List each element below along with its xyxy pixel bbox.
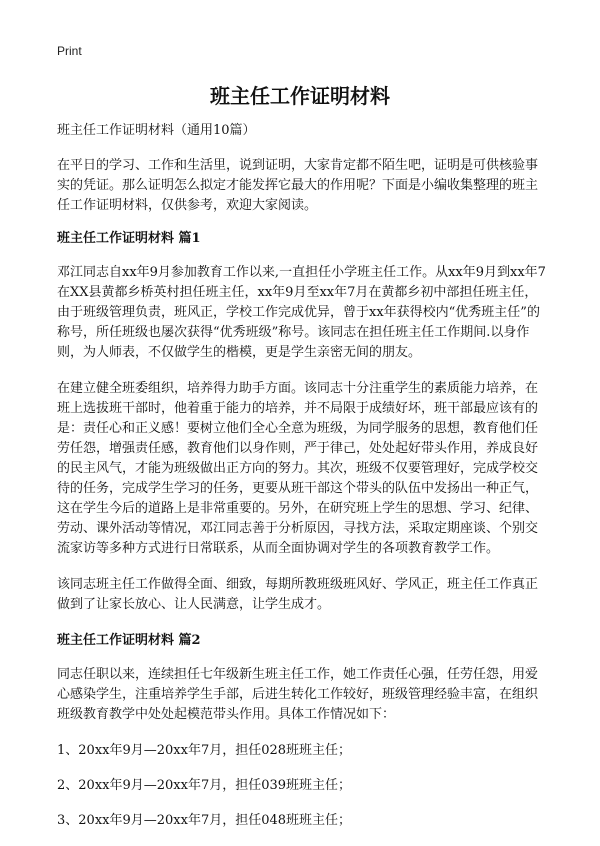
section-1-paragraph-2: 在建立健全班委组织，培养得力助手方面。该同志十分注重学生的素质能力培养，在班上选拔班干部时，他着重于能力的培养，并不局限于成绩好坏，班干部最应该有的是：责任心和正义感！要树立他们全心全意为班级，为同学服务的思想，教育他们任劳任怨，增强责任感，教育他们以身作则，严于律己，处处起好带头作用，养成良好的民主风气，才能为班级做出正方向的努力。其次，班级不仅要管理好，完成学校交待的任务，完成学生学习的任务，更要从班干部这个带头的队伍中发扬出一种正气，这在学生今后的道路上是非常重要的。另外，在研究班上学生的思想、学习、纪律、劳动、课外活动等情况，邓江同志善于分析原因，寻找方法，采取定期座谈、个别交流家访等多种方式进行日常联系，从而全面协调对学生的各项教育教学工作。: [57, 381, 539, 556]
intro-paragraph: 在平日的学习、工作和生活里，说到证明，大家肯定都不陌生吧，证明是可供核验事实的凭证。那么证明怎么拟定才能发挥它最大的作用呢？下面是小编收集整理的班主任工作证明材料，仅供参考，欢迎大家阅读。: [57, 158, 539, 213]
list-item: 1、20xx年9月—20xx年7月，担任028班班主任；: [57, 743, 352, 758]
section-heading-1: 班主任工作证明材料 篇1: [57, 231, 201, 246]
list-item: 3、20xx年9月—20xx年7月，担任048班班主任；: [57, 813, 352, 828]
section-1-paragraph-1: 邓江同志自xx年9月参加教育工作以来,一直担任小学班主任工作。从xx年9月到xx年7在XX县黄都乡桥英村担任班主任，xx年9月至xx年7月在黄都乡初中部担任班主任，由于班级管理负责，班风正，学校工作完成优异，曾于xx年获得校内“优秀班主任”的称号，所任班级也屡次获得“优秀班级”称号。该同志在担任班主任工作期间.以身作则，为人师表，不仅做学生的楷模，更是学生亲密无间的朋友。: [57, 265, 546, 360]
document-body: [57, 121, 547, 846]
section-2-paragraph-1: 同志任职以来，连续担任七年级新生班主任工作，她工作责任心强，任劳任怨，用爱心感染学生，注重培养学生手部，后进生转化工作较好，班级管理经验丰富，在组织班级教育教学中处处起模范带头作用。具体工作情况如下：: [57, 667, 539, 722]
page-title: 班主任工作证明材料: [210, 84, 390, 108]
section-heading-2: 班主任工作证明材料 篇2: [57, 633, 201, 648]
print-label: Print: [57, 44, 82, 58]
list-item: 2、20xx年9月—20xx年7月，担任039班班主任；: [57, 778, 352, 793]
subtitle: 班主任工作证明材料（通用10篇）: [57, 123, 256, 138]
section-1-paragraph-3: 该同志班主任工作做得全面、细致，每期所教班级班风好、学风正，班主任工作真正做到了让家长放心、让人民满意，让学生成才。: [57, 577, 539, 612]
